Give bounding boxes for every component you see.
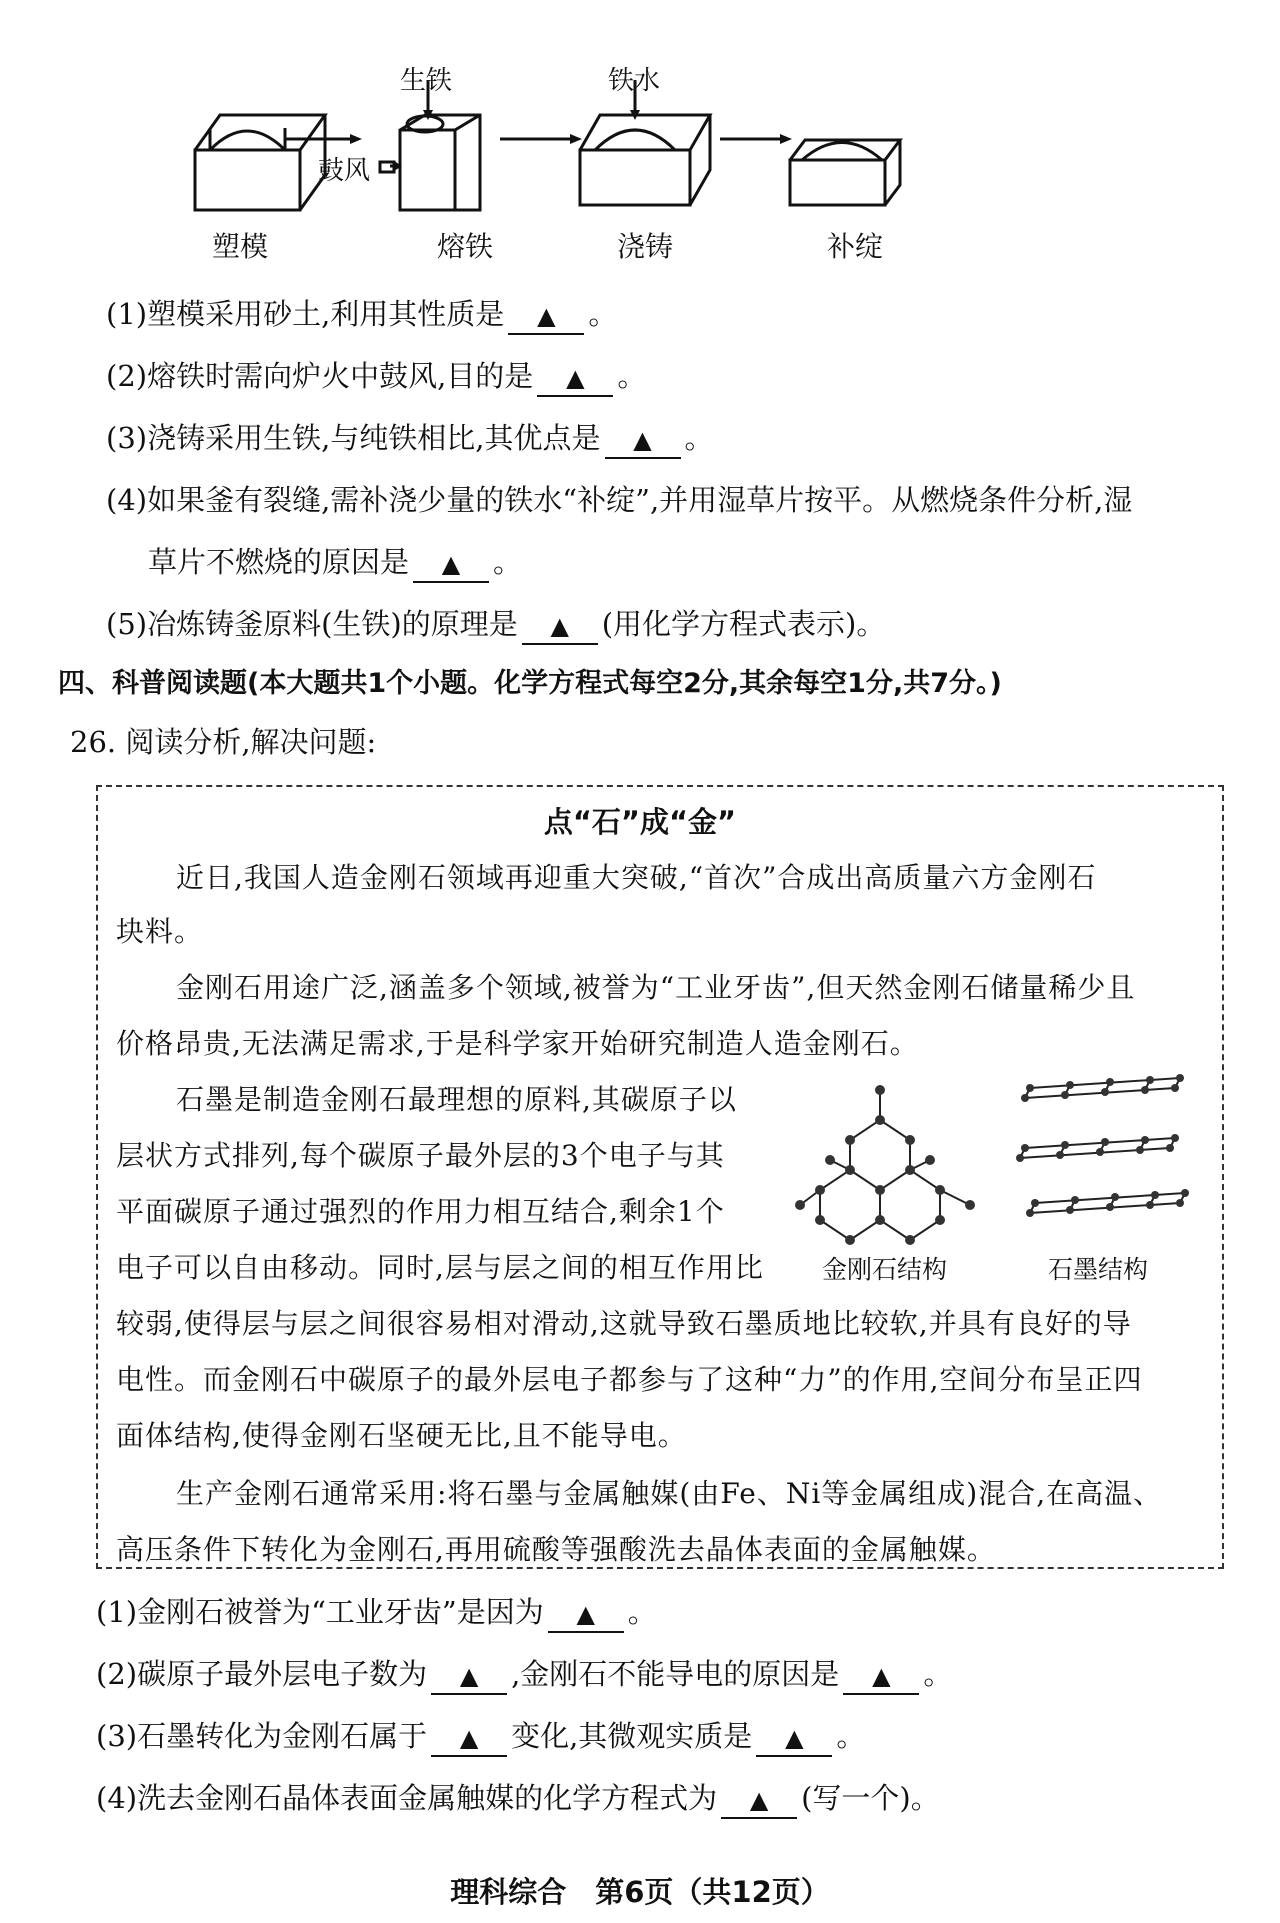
step-caption-4: 补绽 bbox=[826, 230, 883, 263]
article-p3-l3: 平面碳原子通过强烈的作用力相互结合,剩余1个 bbox=[116, 1195, 725, 1228]
q25-line-4: (4)如果釜有裂缝,需补浇少量的铁水“补绽”,并用湿草片按平。从燃烧条件分析,湿 bbox=[106, 483, 1133, 517]
step-caption-3: 浇铸 bbox=[616, 230, 673, 263]
q26-line-1: (1)金刚石被誉为“工业牙齿”是因为 ▲ 。 bbox=[96, 1592, 657, 1633]
page-footer: 理科综合 第6页（共12页） bbox=[450, 1875, 830, 1909]
q26-line-3: (3)石墨转化为金刚石属于 ▲ 变化,其微观实质是 ▲ 。 bbox=[96, 1716, 865, 1757]
article-p1-l1: 近日,我国人造金刚石领域再迎重大突破,“首次”合成出高质量六方金刚石 bbox=[176, 861, 1097, 894]
article-p3-l1: 石墨是制造金刚石最理想的原料,其碳原子以 bbox=[176, 1083, 737, 1116]
section-4-heading: 四、科普阅读题(本大题共1个小题。化学方程式每空2分,其余每空1分,共7分。) bbox=[58, 668, 1002, 699]
q25-line-4b: 草片不燃烧的原因是 ▲ 。 bbox=[148, 542, 522, 583]
article-p3-l4: 电子可以自由移动。同时,层与层之间的相互作用比 bbox=[116, 1251, 764, 1284]
diamond-caption: 金刚石结构 bbox=[822, 1255, 948, 1284]
step-caption-1: 塑模 bbox=[211, 230, 268, 263]
graphite-structure-figure bbox=[1010, 1068, 1200, 1238]
q26-line-2: (2)碳原子最外层电子数为 ▲ ,金刚石不能导电的原因是 ▲ 。 bbox=[96, 1654, 952, 1695]
label-molten-iron: 铁水 bbox=[608, 66, 661, 96]
article-p3-l6: 电性。而金刚石中碳原子的最外层电子都参与了这种“力”的作用,空间分布呈正四 bbox=[116, 1363, 1143, 1396]
article-p2-l2: 价格昂贵,无法满足需求,于是科学家开始研究制造人造金刚石。 bbox=[116, 1027, 919, 1060]
article-p4-l1: 生产金刚石通常采用:将石墨与金属触媒(由Fe、Ni等金属组成)混合,在高温、 bbox=[176, 1477, 1163, 1510]
label-pig-iron: 生铁 bbox=[400, 66, 453, 96]
q26-line-4: (4)洗去金刚石晶体表面金属触媒的化学方程式为 ▲ (写一个)。 bbox=[96, 1778, 940, 1819]
diamond-structure-figure bbox=[790, 1080, 990, 1250]
q25-line-3: (3)浇铸采用生铁,与纯铁相比,其优点是 ▲ 。 bbox=[106, 418, 714, 459]
article-p1-l2: 块料。 bbox=[116, 915, 204, 948]
step-caption-2: 熔铁 bbox=[436, 230, 493, 263]
article-p4-l2: 高压条件下转化为金刚石,再用硫酸等强酸洗去晶体表面的金属触媒。 bbox=[116, 1533, 996, 1566]
q25-line-5: (5)冶炼铸釜原料(生铁)的原理是 ▲ (用化学方程式表示)。 bbox=[106, 604, 885, 645]
q25-line-2: (2)熔铁时需向炉火中鼓风,目的是 ▲ 。 bbox=[106, 356, 646, 397]
q25-line-1: (1)塑模采用砂土,利用其性质是 ▲ 。 bbox=[106, 294, 617, 335]
label-blow: 鼓风 bbox=[318, 156, 371, 186]
graphite-caption: 石墨结构 bbox=[1048, 1255, 1149, 1284]
article-p2-l1: 金刚石用途广泛,涵盖多个领域,被誉为“工业牙齿”,但天然金刚石储量稀少且 bbox=[176, 971, 1136, 1004]
article-p3-l5: 较弱,使得层与层之间很容易相对滑动,这就导致石墨质地比较软,并具有良好的导 bbox=[116, 1307, 1132, 1340]
q26-intro: 26. 阅读分析,解决问题: bbox=[70, 725, 377, 759]
article-p3-l7: 面体结构,使得金刚石坚硬无比,且不能导电。 bbox=[116, 1419, 687, 1452]
article-p3-l2: 层状方式排列,每个碳原子最外层的3个电子与其 bbox=[116, 1139, 725, 1172]
article-title: 点“石”成“金” bbox=[543, 805, 737, 839]
